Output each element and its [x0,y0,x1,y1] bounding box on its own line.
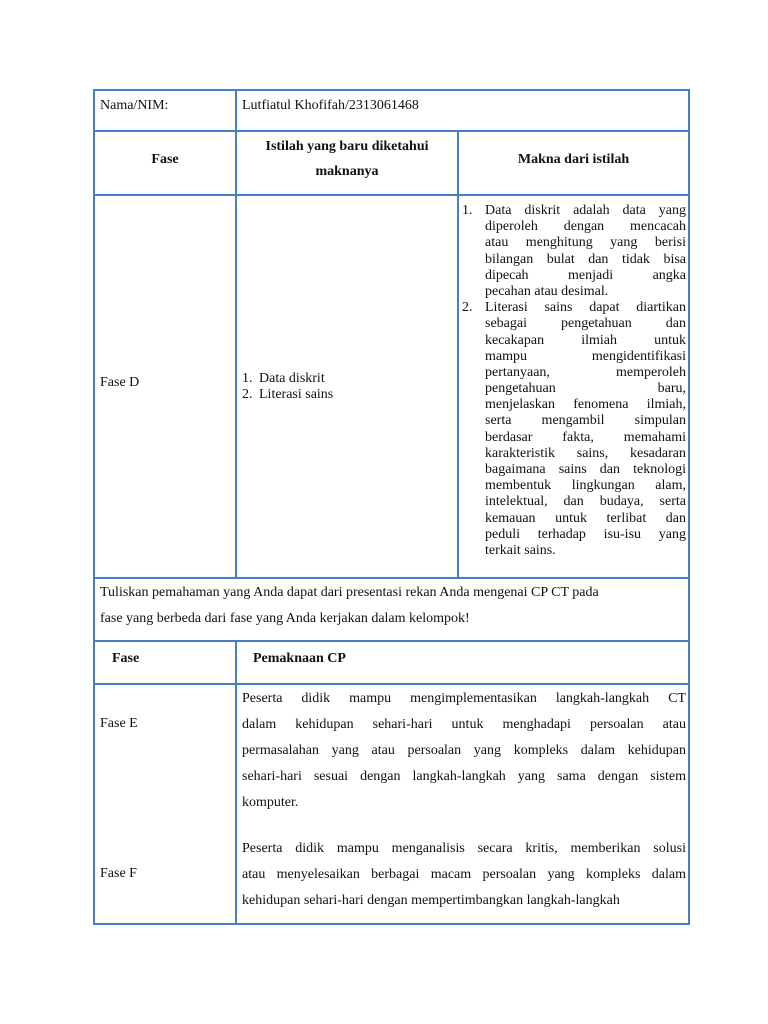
para-line: Peserta didik mampu menganalisis secara kritis, memberikan solusi [242,841,686,856]
pemaknaan-fase-f [242,836,686,914]
makna-line: Data diskrit adalah data yang [485,203,686,218]
makna-line: bilangan bulat dan tidak bisa [485,251,686,267]
nama-nim-value: Lutfiatul Khofifah/2313061468 [242,98,419,113]
para-line: Peserta didik mampu mengimplementasikan langkah-langkah CT [242,691,686,706]
makna-line: membentuk lingkungan alam, [485,478,686,494]
fase-f-label: Fase F [100,866,137,881]
istilah-item-1: Data diskrit [259,371,325,386]
instruction-line-1: Tuliskan pemahaman yang Anda dapat dari presentasi rekan Anda mengenai CP CT pada [100,585,599,600]
para-line: permasalahan yang atau persoalan yang kompleks dalam kehidupan [242,743,686,758]
col-header-fase: Fase [151,152,179,167]
makna-num-2: 2. [462,300,473,316]
makna-line: kecakapan ilmiah untuk [485,332,686,348]
makna-line: menjelaskan fenomena ilmiah, [485,397,686,413]
makna-line: pertanyaan, memperoleh [485,364,686,380]
makna-line: diperoleh dengan mencacah [485,219,686,235]
para-line: komputer. [242,795,299,810]
makna-line: peduli terhadap isu-isu yang [485,526,686,542]
makna-item-2 [462,300,686,559]
makna-line: atau menghitung yang berisi [485,235,686,251]
col-header-makna: Makna dari istilah [517,152,630,167]
col-header-fase-2: Fase [112,651,140,666]
makna-line: mampu mengidentifikasi [485,348,686,364]
makna-line: kemauan untuk terlibat dan [485,510,686,526]
makna-line: terkait sains. [485,542,556,558]
makna-item-1 [462,203,686,300]
makna-line: intelektual, dan budaya, serta [485,494,686,510]
fase-e-label: Fase E [100,716,138,731]
makna-line: bagaimana sains dan teknologi [485,462,686,477]
para-line: kehidupan sehari-hari dengan mempertimbangkan langkah-langkah [242,893,620,908]
makna-line: Literasi sains dapat diartikan [485,300,686,316]
fase-d-label: Fase D [100,375,140,390]
col-header-istilah-2: maknanya [315,164,379,179]
makna-line: dipecah menjadi angka [485,267,686,283]
istilah-num-2: 2. [242,387,253,402]
makna-line: karakteristik sains, kesadaran [485,445,686,461]
makna-num-1: 1. [462,203,473,218]
makna-list [462,203,686,559]
makna-line: pecahan atau desimal. [485,283,609,299]
para-line: dalam kehidupan sehari-hari untuk menghadapi persoalan atau [242,717,686,732]
instruction-line-2: fase yang berbeda dari fase yang Anda kerjakan dalam kelompok! [100,611,470,626]
makna-line: serta mengambil simpulan [485,413,686,429]
nama-nim-label: Nama/NIM: [100,98,169,113]
col-header-pemaknaan: Pemaknaan CP [253,651,346,666]
istilah-item-2: Literasi sains [259,387,334,402]
col-header-istilah-1: Istilah yang baru diketahui [265,139,429,154]
pemaknaan-fase-e [242,686,686,816]
makna-line: pengetahuan baru, [485,381,686,397]
para-line: sehari-hari sesuai dengan langkah-langkah yang sama dengan sistem [242,769,686,784]
makna-line: berdasar fakta, memahami [485,429,686,445]
istilah-num-1: 1. [242,371,253,386]
para-line: atau menyelesaikan berbagai macam persoalan yang kompleks dalam [242,867,686,882]
makna-line: sebagai pengetahuan dan [485,316,686,332]
